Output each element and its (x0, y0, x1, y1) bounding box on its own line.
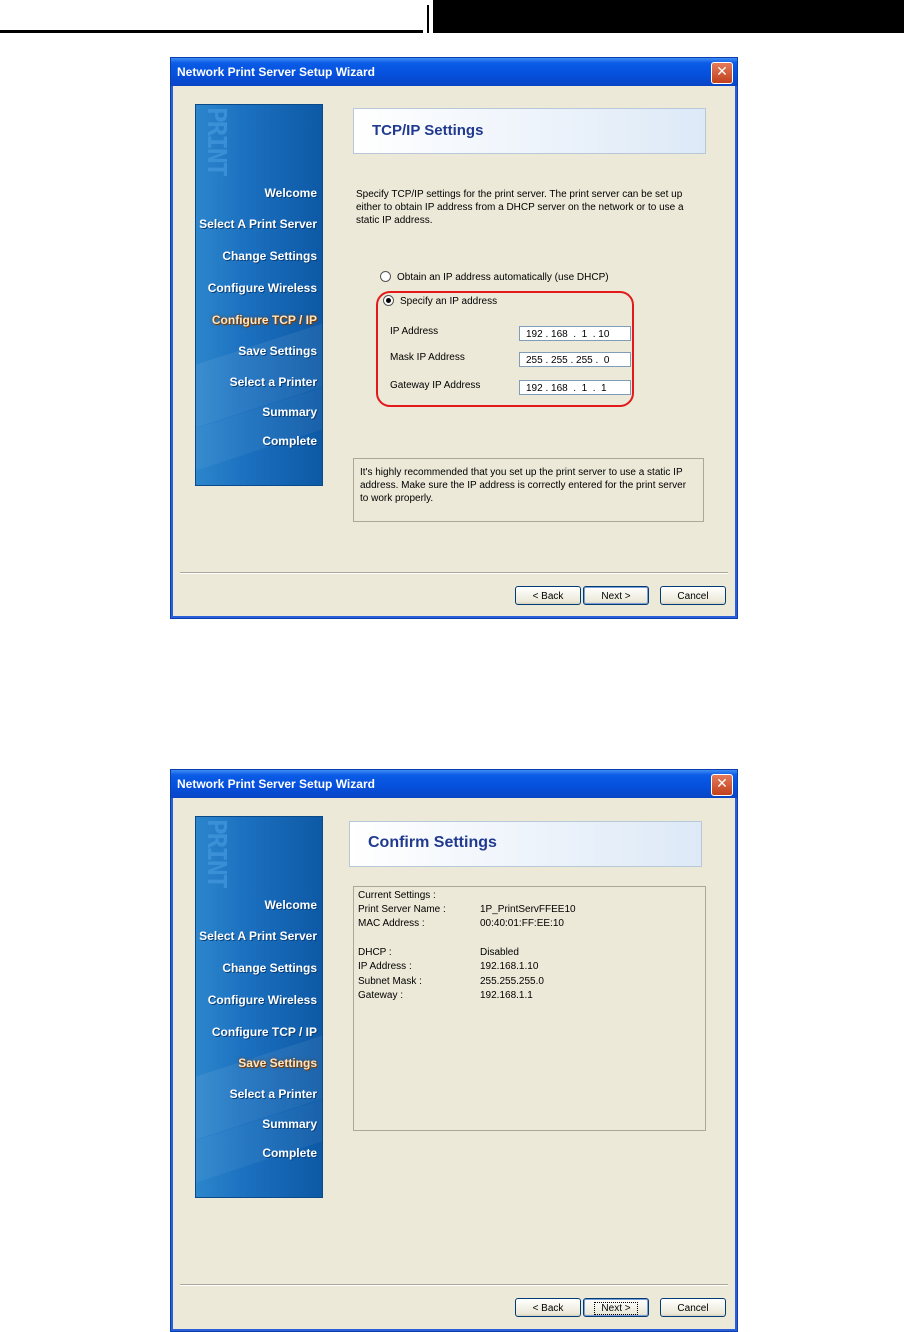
back-button[interactable] (515, 1298, 581, 1317)
setting-key: DHCP : (358, 947, 392, 958)
page-header-panel (353, 108, 706, 154)
window-title: Network Print Server Setup Wizard (177, 65, 375, 79)
steps-sidebar (195, 104, 323, 486)
wizard-window-confirm (170, 769, 738, 1332)
step-configure-wireless: Configure Wireless (207, 993, 317, 1007)
step-summary: Summary (262, 1117, 317, 1131)
setting-value: 1P_PrintServFFEE10 (480, 904, 576, 915)
ip-address-field[interactable]: 192 . 168 . 1 . 10 (519, 326, 631, 341)
step-configure-tcpip: Configure TCP / IP (211, 1025, 317, 1039)
wizard-body (174, 798, 734, 1328)
next-button-label: Next > (594, 1302, 637, 1315)
current-settings-label: Current Settings : (358, 890, 436, 901)
cancel-button-label: Cancel (677, 591, 709, 602)
recommendation-note: It's highly recommended that you set up the print server to use a static IP address. Make sure the IP address is correctly entered for the print server to work properly. (353, 458, 704, 522)
setting-key: Subnet Mask : (358, 976, 422, 987)
steps-sidebar (195, 816, 323, 1198)
page-title: Confirm Settings (368, 834, 497, 851)
step-select-print-server: Select A Print Server (199, 929, 317, 943)
back-button[interactable] (515, 586, 581, 605)
gateway-field[interactable]: 192 . 168 . 1 . 1 (519, 380, 631, 395)
step-welcome: Welcome (264, 186, 317, 200)
setting-key: MAC Address : (358, 918, 425, 929)
radio-static-ip[interactable] (383, 296, 497, 307)
step-save-settings: Save Settings (238, 344, 317, 358)
setting-key: IP Address : (358, 961, 412, 972)
step-configure-tcpip: Configure TCP / IP (211, 313, 317, 327)
description-text: Specify TCP/IP settings for the print server. The print server can be set up either to obtain IP address from a DHCP server on the network or to use a static IP address. (356, 189, 684, 226)
page-title: TCP/IP Settings (372, 122, 484, 139)
setting-value: 00:40:01:FF:EE:10 (480, 918, 564, 929)
divider (180, 1284, 728, 1286)
page-header-panel (349, 821, 702, 867)
window-title: Network Print Server Setup Wizard (177, 777, 375, 791)
setting-value: 255.255.255.0 (480, 976, 544, 987)
divider (180, 572, 728, 574)
wizard-window-tcpip (170, 57, 738, 619)
next-button-label: Next > (601, 591, 631, 602)
cancel-button-label: Cancel (677, 1303, 709, 1314)
page-header-bar (0, 0, 904, 34)
step-change-settings: Change Settings (222, 961, 317, 975)
radio-button-selected[interactable] (383, 295, 394, 306)
setting-value: 192.168.1.10 (480, 961, 539, 972)
close-icon[interactable]: ✕ (711, 62, 733, 84)
title-bar (171, 770, 737, 798)
header-black-block (433, 0, 904, 33)
cancel-button[interactable] (660, 1298, 726, 1317)
back-button-label: < Back (532, 591, 564, 602)
step-save-settings: Save Settings (238, 1056, 317, 1070)
setting-value: Disabled (480, 947, 519, 958)
step-select-print-server: Select A Print Server (199, 217, 317, 231)
step-complete: Complete (262, 1146, 317, 1160)
ip-address-label: IP Address (390, 326, 439, 337)
step-change-settings: Change Settings (222, 249, 317, 263)
mask-label: Mask IP Address (390, 352, 465, 363)
step-select-printer: Select a Printer (229, 1087, 317, 1101)
setting-value: 192.168.1.1 (480, 990, 533, 1001)
step-select-printer: Select a Printer (229, 375, 317, 389)
setting-key: Gateway : (358, 990, 404, 1001)
cancel-button[interactable] (660, 586, 726, 605)
radio-static-label: Specify an IP address (400, 296, 498, 308)
mask-field[interactable]: 255 . 255 . 255 . 0 (519, 352, 631, 367)
wizard-body (174, 86, 734, 615)
close-icon[interactable]: ✕ (711, 774, 733, 796)
step-configure-wireless: Configure Wireless (207, 281, 317, 295)
radio-dhcp-label: Obtain an IP address automatically (use DHCP) (397, 272, 609, 284)
print-watermark: PRINT (201, 819, 231, 888)
step-welcome: Welcome (264, 898, 317, 912)
step-summary: Summary (262, 405, 317, 419)
header-separator (427, 5, 429, 33)
print-watermark: PRINT (201, 107, 231, 176)
radio-button[interactable] (380, 271, 391, 282)
settings-summary-box (353, 886, 706, 1131)
header-rule (0, 30, 423, 33)
next-button[interactable] (583, 1298, 649, 1317)
radio-dhcp[interactable] (380, 272, 609, 283)
back-button-label: < Back (532, 1303, 564, 1314)
step-complete: Complete (262, 434, 317, 448)
title-bar (171, 58, 737, 86)
gateway-label: Gateway IP Address (390, 380, 481, 391)
next-button[interactable] (583, 586, 649, 605)
setting-key: Print Server Name : (358, 904, 446, 915)
